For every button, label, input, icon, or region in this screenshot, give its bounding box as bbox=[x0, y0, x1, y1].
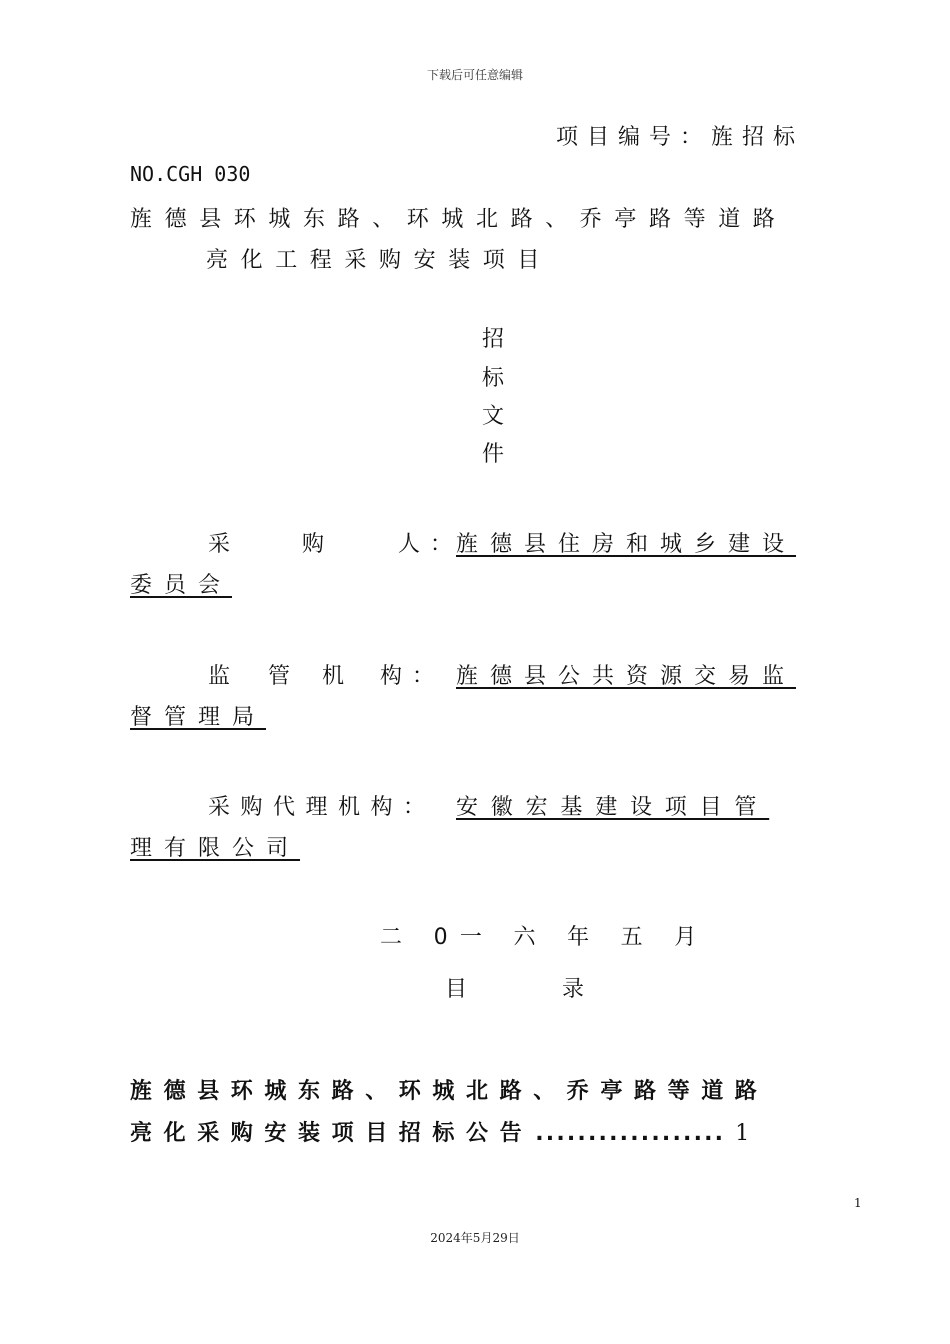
agency-label: 采购代理机构： bbox=[208, 795, 436, 820]
purchaser-label-char-2: 购 bbox=[302, 532, 325, 557]
supervisor-name-line2: 督管理局 bbox=[130, 705, 267, 730]
toc-entry-title: 亮化采购安装项目招标公告 bbox=[130, 1121, 534, 1146]
project-code: NO.CGH 030 bbox=[130, 162, 251, 186]
footer-date: 2024年5月29日 bbox=[430, 1231, 520, 1245]
supervisor-label-char-2: 管 bbox=[268, 664, 291, 689]
toc-entry-dots: .................. bbox=[535, 1121, 726, 1146]
purchaser-label-char-3: 人： bbox=[398, 532, 463, 557]
purchaser-name-line1: 旌德县住房和城乡建设 bbox=[456, 532, 797, 557]
doc-title-char-2: 标 bbox=[482, 366, 505, 391]
supervisor-label-char-3: 机 bbox=[322, 664, 345, 689]
doc-title-char-4: 件 bbox=[482, 442, 505, 467]
doc-title-char-1: 招 bbox=[482, 327, 505, 352]
supervisor-label-char-1: 监 bbox=[208, 664, 231, 689]
toc-title-char-2: 录 bbox=[562, 977, 585, 1002]
supervisor-label-char-4: 构： bbox=[380, 664, 445, 689]
toc-entry-line2[interactable] bbox=[130, 1116, 749, 1147]
project-number-label: 项目编号：旌招标 bbox=[556, 125, 805, 150]
issue-date: 二 0一 六 年 五 月 bbox=[380, 925, 709, 950]
header-note: 下载后可任意编辑 bbox=[426, 68, 523, 82]
page-number: 1 bbox=[854, 1196, 862, 1210]
agency-name-line2: 理有限公司 bbox=[130, 836, 301, 861]
purchaser-name-line2: 委员会 bbox=[130, 573, 233, 598]
supervisor-name-line1: 旌德县公共资源交易监 bbox=[456, 664, 797, 689]
toc-title-char-1: 目 bbox=[445, 977, 468, 1002]
doc-title-char-3: 文 bbox=[482, 404, 505, 429]
project-title-line2: 亮化工程采购安装项目 bbox=[206, 248, 553, 273]
toc-entry-line1[interactable]: 旌德县环城东路、环城北路、乔亭路等道路 bbox=[130, 1079, 769, 1104]
purchaser-label-char-1: 采 bbox=[208, 532, 231, 557]
toc-entry-page: 1 bbox=[735, 1121, 750, 1146]
project-title-line1: 旌德县环城东路、环城北路、乔亭路等道路 bbox=[130, 207, 788, 232]
agency-name-line1: 安徽宏基建设项目管 bbox=[456, 795, 770, 820]
